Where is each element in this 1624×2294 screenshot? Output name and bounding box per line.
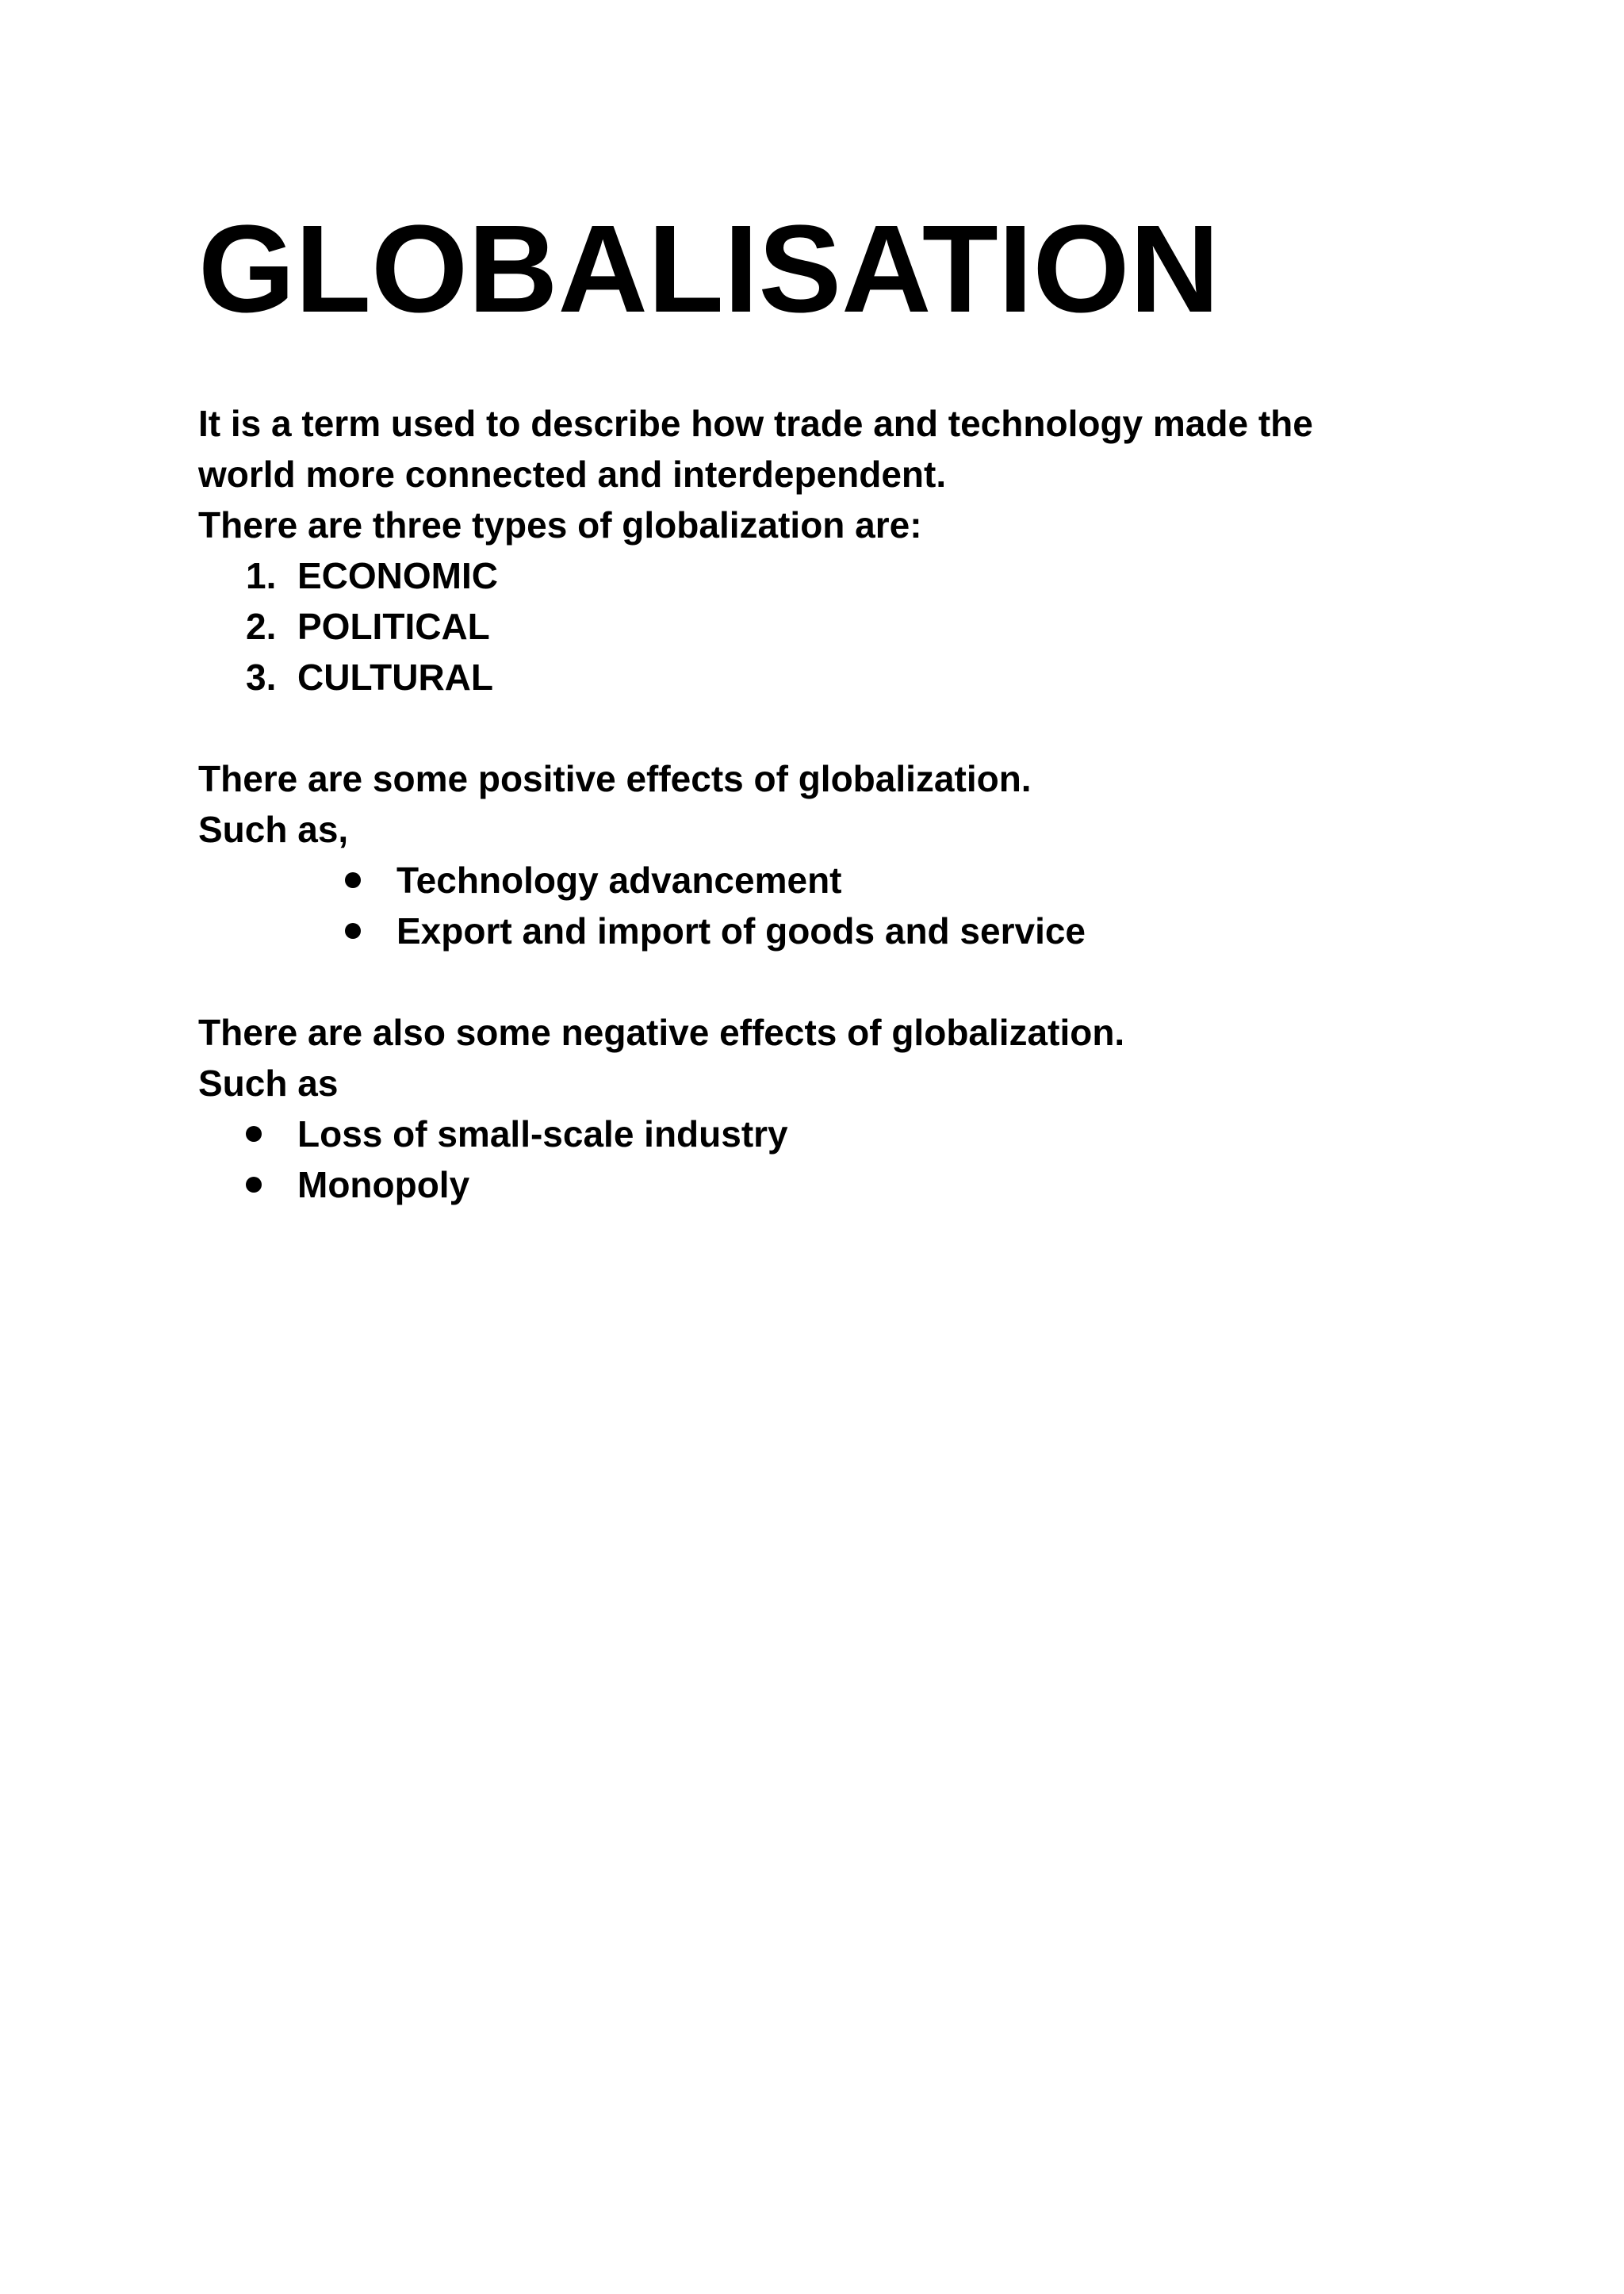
list-item-label: Export and import of goods and service xyxy=(396,910,1086,952)
intro-line-1: It is a term used to describe how trade and technology made the xyxy=(198,403,1313,444)
bullet-icon xyxy=(345,872,361,888)
list-item xyxy=(198,1159,1467,1210)
bullet-icon xyxy=(246,1126,262,1142)
negative-such-as: Such as xyxy=(198,1063,339,1104)
negative-effects-intro: There are also some negative effects of globalization. xyxy=(198,1012,1125,1053)
list-item xyxy=(198,906,1467,956)
list-item xyxy=(198,855,1467,906)
intro-line-2: world more connected and interdependent. xyxy=(198,454,947,495)
list-number: 2. xyxy=(246,606,277,647)
list-item xyxy=(198,550,1467,601)
document-body xyxy=(198,398,1467,1210)
document-title: GLOBALISATION xyxy=(198,200,1220,339)
blank-line xyxy=(198,956,1467,1007)
list-item-label: POLITICAL xyxy=(297,606,490,647)
globalization-types-list xyxy=(198,550,1467,703)
list-item-label: Loss of small-scale industry xyxy=(297,1113,788,1155)
list-item xyxy=(198,601,1467,652)
list-number: 3. xyxy=(246,657,277,698)
blank-line xyxy=(198,703,1467,753)
list-item xyxy=(198,652,1467,703)
bullet-icon xyxy=(345,923,361,939)
list-item-label: Technology advancement xyxy=(396,860,842,901)
list-number: 1. xyxy=(246,555,277,596)
list-item-label: Monopoly xyxy=(297,1164,470,1205)
types-intro: There are three types of globalization are: xyxy=(198,504,922,546)
positive-effects-intro: There are some positive effects of globalization. xyxy=(198,758,1032,799)
positive-such-as: Such as, xyxy=(198,809,349,850)
list-item xyxy=(198,1109,1467,1159)
bullet-icon xyxy=(246,1177,262,1193)
list-item-label: ECONOMIC xyxy=(297,555,498,596)
document-content xyxy=(198,198,1467,1210)
list-item-label: CULTURAL xyxy=(297,657,493,698)
negative-effects-list xyxy=(198,1109,1467,1210)
positive-effects-list xyxy=(198,855,1467,956)
